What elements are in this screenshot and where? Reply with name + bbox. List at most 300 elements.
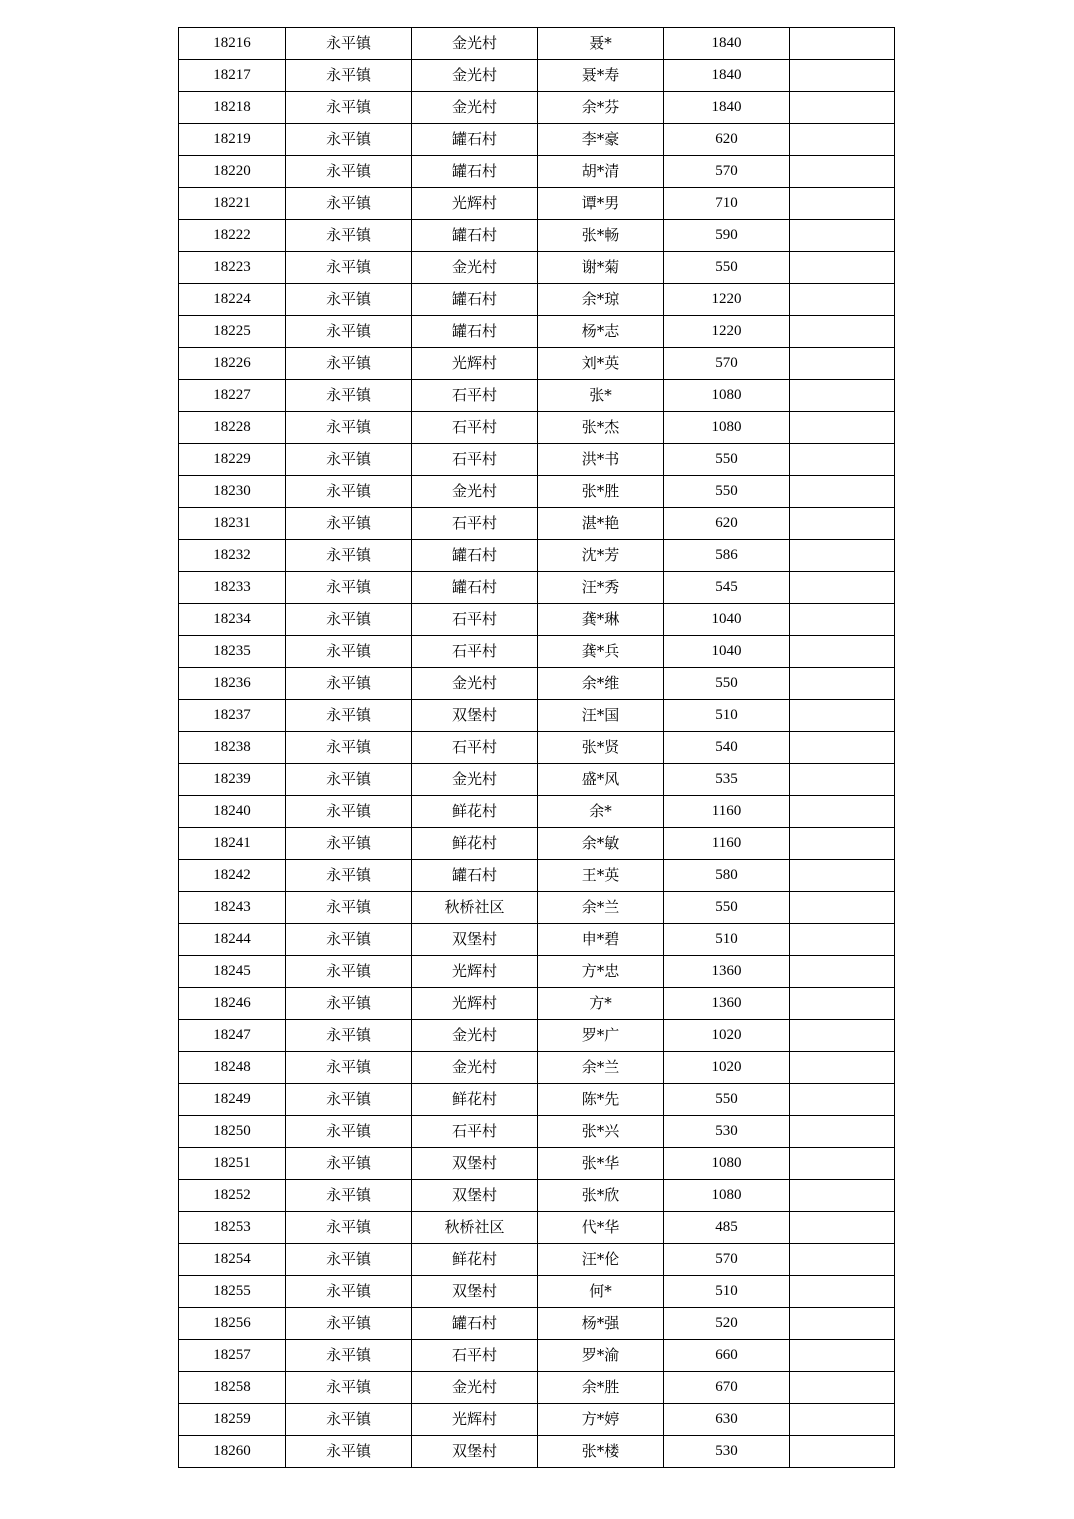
village-cell: 罐石村 [412, 124, 538, 156]
table-row [179, 988, 895, 1020]
name-cell: 张*欣 [538, 1180, 664, 1212]
name-cell: 余*兰 [538, 892, 664, 924]
data-table [178, 27, 895, 1468]
row-number-cell: 18256 [179, 1308, 286, 1340]
village-cell: 双堡村 [412, 1276, 538, 1308]
town-cell: 永平镇 [286, 1276, 412, 1308]
row-number-cell: 18231 [179, 508, 286, 540]
remark-cell [790, 1308, 895, 1340]
amount-cell: 620 [664, 124, 790, 156]
table-row [179, 60, 895, 92]
town-cell: 永平镇 [286, 1372, 412, 1404]
village-cell: 金光村 [412, 1052, 538, 1084]
row-number-cell: 18237 [179, 700, 286, 732]
row-number-cell: 18225 [179, 316, 286, 348]
amount-cell: 550 [664, 668, 790, 700]
amount-cell: 540 [664, 732, 790, 764]
amount-cell: 1080 [664, 412, 790, 444]
remark-cell [790, 60, 895, 92]
town-cell: 永平镇 [286, 60, 412, 92]
row-number-cell: 18220 [179, 156, 286, 188]
town-cell: 永平镇 [286, 508, 412, 540]
amount-cell: 1220 [664, 316, 790, 348]
village-cell: 光辉村 [412, 956, 538, 988]
amount-cell: 620 [664, 508, 790, 540]
village-cell: 罐石村 [412, 156, 538, 188]
town-cell: 永平镇 [286, 444, 412, 476]
town-cell: 永平镇 [286, 1116, 412, 1148]
name-cell: 胡*清 [538, 156, 664, 188]
village-cell: 罐石村 [412, 572, 538, 604]
village-cell: 石平村 [412, 444, 538, 476]
row-number-cell: 18238 [179, 732, 286, 764]
town-cell: 永平镇 [286, 92, 412, 124]
row-number-cell: 18260 [179, 1436, 286, 1468]
remark-cell [790, 1148, 895, 1180]
remark-cell [790, 412, 895, 444]
name-cell: 余*兰 [538, 1052, 664, 1084]
name-cell: 罗*广 [538, 1020, 664, 1052]
remark-cell [790, 988, 895, 1020]
name-cell: 聂* [538, 28, 664, 60]
row-number-cell: 18222 [179, 220, 286, 252]
amount-cell: 510 [664, 1276, 790, 1308]
remark-cell [790, 252, 895, 284]
amount-cell: 1840 [664, 92, 790, 124]
remark-cell [790, 220, 895, 252]
remark-cell [790, 636, 895, 668]
name-cell: 刘*英 [538, 348, 664, 380]
row-number-cell: 18229 [179, 444, 286, 476]
row-number-cell: 18247 [179, 1020, 286, 1052]
table-row [179, 508, 895, 540]
table-row [179, 188, 895, 220]
row-number-cell: 18253 [179, 1212, 286, 1244]
village-cell: 鲜花村 [412, 1244, 538, 1276]
amount-cell: 630 [664, 1404, 790, 1436]
name-cell: 龚*兵 [538, 636, 664, 668]
remark-cell [790, 508, 895, 540]
row-number-cell: 18254 [179, 1244, 286, 1276]
name-cell: 余* [538, 796, 664, 828]
name-cell: 何* [538, 1276, 664, 1308]
remark-cell [790, 1244, 895, 1276]
remark-cell [790, 1436, 895, 1468]
remark-cell [790, 1276, 895, 1308]
amount-cell: 550 [664, 1084, 790, 1116]
table-row [179, 348, 895, 380]
town-cell: 永平镇 [286, 188, 412, 220]
row-number-cell: 18227 [179, 380, 286, 412]
village-cell: 石平村 [412, 380, 538, 412]
name-cell: 张*楼 [538, 1436, 664, 1468]
remark-cell [790, 604, 895, 636]
table-row [179, 828, 895, 860]
amount-cell: 1080 [664, 380, 790, 412]
table-row [179, 604, 895, 636]
town-cell: 永平镇 [286, 220, 412, 252]
remark-cell [790, 124, 895, 156]
amount-cell: 1220 [664, 284, 790, 316]
town-cell: 永平镇 [286, 828, 412, 860]
name-cell: 方*婷 [538, 1404, 664, 1436]
remark-cell [790, 92, 895, 124]
row-number-cell: 18236 [179, 668, 286, 700]
remark-cell [790, 284, 895, 316]
name-cell: 张*兴 [538, 1116, 664, 1148]
remark-cell [790, 1372, 895, 1404]
row-number-cell: 18216 [179, 28, 286, 60]
village-cell: 鲜花村 [412, 1084, 538, 1116]
row-number-cell: 18228 [179, 412, 286, 444]
row-number-cell: 18223 [179, 252, 286, 284]
remark-cell [790, 316, 895, 348]
town-cell: 永平镇 [286, 1180, 412, 1212]
name-cell: 陈*先 [538, 1084, 664, 1116]
remark-cell [790, 732, 895, 764]
remark-cell [790, 1404, 895, 1436]
amount-cell: 660 [664, 1340, 790, 1372]
remark-cell [790, 348, 895, 380]
row-number-cell: 18219 [179, 124, 286, 156]
village-cell: 石平村 [412, 732, 538, 764]
row-number-cell: 18245 [179, 956, 286, 988]
remark-cell [790, 1212, 895, 1244]
village-cell: 金光村 [412, 476, 538, 508]
table-row [179, 476, 895, 508]
town-cell: 永平镇 [286, 604, 412, 636]
row-number-cell: 18241 [179, 828, 286, 860]
table-row [179, 924, 895, 956]
village-cell: 金光村 [412, 252, 538, 284]
town-cell: 永平镇 [286, 700, 412, 732]
town-cell: 永平镇 [286, 380, 412, 412]
village-cell: 罐石村 [412, 1308, 538, 1340]
remark-cell [790, 764, 895, 796]
amount-cell: 530 [664, 1436, 790, 1468]
town-cell: 永平镇 [286, 892, 412, 924]
town-cell: 永平镇 [286, 1148, 412, 1180]
village-cell: 石平村 [412, 412, 538, 444]
amount-cell: 1160 [664, 796, 790, 828]
village-cell: 罐石村 [412, 316, 538, 348]
amount-cell: 510 [664, 924, 790, 956]
remark-cell [790, 188, 895, 220]
row-number-cell: 18250 [179, 1116, 286, 1148]
remark-cell [790, 700, 895, 732]
table-row [179, 1404, 895, 1436]
remark-cell [790, 1180, 895, 1212]
table-row [179, 1084, 895, 1116]
table-row [179, 572, 895, 604]
name-cell: 汪*国 [538, 700, 664, 732]
row-number-cell: 18217 [179, 60, 286, 92]
amount-cell: 1040 [664, 604, 790, 636]
table-row [179, 1276, 895, 1308]
town-cell: 永平镇 [286, 668, 412, 700]
table-row [179, 1244, 895, 1276]
town-cell: 永平镇 [286, 252, 412, 284]
amount-cell: 550 [664, 252, 790, 284]
amount-cell: 570 [664, 1244, 790, 1276]
table-row [179, 156, 895, 188]
amount-cell: 570 [664, 348, 790, 380]
row-number-cell: 18248 [179, 1052, 286, 1084]
town-cell: 永平镇 [286, 860, 412, 892]
table-row [179, 316, 895, 348]
remark-cell [790, 796, 895, 828]
table-row [179, 892, 895, 924]
amount-cell: 710 [664, 188, 790, 220]
row-number-cell: 18251 [179, 1148, 286, 1180]
village-cell: 石平村 [412, 636, 538, 668]
amount-cell: 570 [664, 156, 790, 188]
row-number-cell: 18234 [179, 604, 286, 636]
row-number-cell: 18257 [179, 1340, 286, 1372]
village-cell: 双堡村 [412, 1180, 538, 1212]
amount-cell: 1040 [664, 636, 790, 668]
row-number-cell: 18249 [179, 1084, 286, 1116]
name-cell: 龚*琳 [538, 604, 664, 636]
village-cell: 光辉村 [412, 1404, 538, 1436]
village-cell: 金光村 [412, 668, 538, 700]
table-row [179, 1052, 895, 1084]
town-cell: 永平镇 [286, 1404, 412, 1436]
table-row [179, 732, 895, 764]
name-cell: 谢*菊 [538, 252, 664, 284]
town-cell: 永平镇 [286, 764, 412, 796]
village-cell: 鲜花村 [412, 796, 538, 828]
name-cell: 杨*强 [538, 1308, 664, 1340]
town-cell: 永平镇 [286, 412, 412, 444]
table-row [179, 636, 895, 668]
row-number-cell: 18259 [179, 1404, 286, 1436]
remark-cell [790, 380, 895, 412]
amount-cell: 580 [664, 860, 790, 892]
town-cell: 永平镇 [286, 636, 412, 668]
town-cell: 永平镇 [286, 28, 412, 60]
village-cell: 光辉村 [412, 348, 538, 380]
town-cell: 永平镇 [286, 348, 412, 380]
name-cell: 张* [538, 380, 664, 412]
village-cell: 石平村 [412, 604, 538, 636]
row-number-cell: 18239 [179, 764, 286, 796]
village-cell: 金光村 [412, 764, 538, 796]
amount-cell: 670 [664, 1372, 790, 1404]
remark-cell [790, 860, 895, 892]
name-cell: 余*琼 [538, 284, 664, 316]
remark-cell [790, 28, 895, 60]
amount-cell: 550 [664, 444, 790, 476]
table-row [179, 1308, 895, 1340]
row-number-cell: 18244 [179, 924, 286, 956]
table-row [179, 860, 895, 892]
table-row [179, 956, 895, 988]
remark-cell [790, 1340, 895, 1372]
village-cell: 秋桥社区 [412, 892, 538, 924]
town-cell: 永平镇 [286, 476, 412, 508]
town-cell: 永平镇 [286, 572, 412, 604]
amount-cell: 586 [664, 540, 790, 572]
village-cell: 光辉村 [412, 188, 538, 220]
amount-cell: 1360 [664, 988, 790, 1020]
town-cell: 永平镇 [286, 1436, 412, 1468]
village-cell: 罐石村 [412, 540, 538, 572]
name-cell: 谭*男 [538, 188, 664, 220]
row-number-cell: 18240 [179, 796, 286, 828]
name-cell: 余*胜 [538, 1372, 664, 1404]
table-row [179, 1212, 895, 1244]
row-number-cell: 18224 [179, 284, 286, 316]
remark-cell [790, 1084, 895, 1116]
village-cell: 鲜花村 [412, 828, 538, 860]
table-row [179, 668, 895, 700]
remark-cell [790, 924, 895, 956]
remark-cell [790, 892, 895, 924]
table-row [179, 1020, 895, 1052]
table-row [179, 700, 895, 732]
row-number-cell: 18232 [179, 540, 286, 572]
table-row [179, 540, 895, 572]
village-cell: 金光村 [412, 1372, 538, 1404]
table-row [179, 124, 895, 156]
village-cell: 罐石村 [412, 860, 538, 892]
town-cell: 永平镇 [286, 316, 412, 348]
town-cell: 永平镇 [286, 284, 412, 316]
village-cell: 双堡村 [412, 924, 538, 956]
table-row [179, 284, 895, 316]
village-cell: 双堡村 [412, 700, 538, 732]
name-cell: 汪*伦 [538, 1244, 664, 1276]
name-cell: 方* [538, 988, 664, 1020]
village-cell: 石平村 [412, 1340, 538, 1372]
town-cell: 永平镇 [286, 1212, 412, 1244]
town-cell: 永平镇 [286, 1308, 412, 1340]
village-cell: 光辉村 [412, 988, 538, 1020]
name-cell: 余*芬 [538, 92, 664, 124]
table-row [179, 380, 895, 412]
town-cell: 永平镇 [286, 988, 412, 1020]
table-row [179, 1340, 895, 1372]
name-cell: 湛*艳 [538, 508, 664, 540]
remark-cell [790, 956, 895, 988]
village-cell: 金光村 [412, 1020, 538, 1052]
table-row [179, 252, 895, 284]
town-cell: 永平镇 [286, 1244, 412, 1276]
name-cell: 张*贤 [538, 732, 664, 764]
amount-cell: 530 [664, 1116, 790, 1148]
row-number-cell: 18252 [179, 1180, 286, 1212]
town-cell: 永平镇 [286, 1084, 412, 1116]
name-cell: 杨*志 [538, 316, 664, 348]
amount-cell: 590 [664, 220, 790, 252]
town-cell: 永平镇 [286, 1020, 412, 1052]
name-cell: 盛*风 [538, 764, 664, 796]
table-body [179, 28, 895, 1468]
village-cell: 罐石村 [412, 284, 538, 316]
town-cell: 永平镇 [286, 156, 412, 188]
table-row [179, 1148, 895, 1180]
name-cell: 沈*芳 [538, 540, 664, 572]
remark-cell [790, 540, 895, 572]
row-number-cell: 18255 [179, 1276, 286, 1308]
name-cell: 余*敏 [538, 828, 664, 860]
table-row [179, 1436, 895, 1468]
village-cell: 双堡村 [412, 1148, 538, 1180]
row-number-cell: 18230 [179, 476, 286, 508]
table-row [179, 220, 895, 252]
amount-cell: 520 [664, 1308, 790, 1340]
remark-cell [790, 1020, 895, 1052]
village-cell: 金光村 [412, 28, 538, 60]
name-cell: 代*华 [538, 1212, 664, 1244]
village-cell: 金光村 [412, 92, 538, 124]
name-cell: 张*畅 [538, 220, 664, 252]
row-number-cell: 18226 [179, 348, 286, 380]
amount-cell: 1840 [664, 28, 790, 60]
table-row [179, 1372, 895, 1404]
remark-cell [790, 1052, 895, 1084]
row-number-cell: 18258 [179, 1372, 286, 1404]
table-row [179, 412, 895, 444]
remark-cell [790, 444, 895, 476]
town-cell: 永平镇 [286, 1340, 412, 1372]
amount-cell: 485 [664, 1212, 790, 1244]
village-cell: 罐石村 [412, 220, 538, 252]
name-cell: 罗*渝 [538, 1340, 664, 1372]
row-number-cell: 18218 [179, 92, 286, 124]
row-number-cell: 18242 [179, 860, 286, 892]
name-cell: 汪*秀 [538, 572, 664, 604]
table-row [179, 764, 895, 796]
town-cell: 永平镇 [286, 124, 412, 156]
village-cell: 石平村 [412, 1116, 538, 1148]
amount-cell: 535 [664, 764, 790, 796]
town-cell: 永平镇 [286, 1052, 412, 1084]
name-cell: 方*忠 [538, 956, 664, 988]
name-cell: 申*碧 [538, 924, 664, 956]
table-row [179, 1180, 895, 1212]
remark-cell [790, 476, 895, 508]
town-cell: 永平镇 [286, 956, 412, 988]
remark-cell [790, 668, 895, 700]
name-cell: 张*杰 [538, 412, 664, 444]
remark-cell [790, 828, 895, 860]
village-cell: 金光村 [412, 60, 538, 92]
table-row [179, 1116, 895, 1148]
name-cell: 洪*书 [538, 444, 664, 476]
table-row [179, 444, 895, 476]
amount-cell: 1020 [664, 1020, 790, 1052]
row-number-cell: 18233 [179, 572, 286, 604]
remark-cell [790, 1116, 895, 1148]
amount-cell: 545 [664, 572, 790, 604]
amount-cell: 1020 [664, 1052, 790, 1084]
row-number-cell: 18221 [179, 188, 286, 220]
town-cell: 永平镇 [286, 540, 412, 572]
village-cell: 双堡村 [412, 1436, 538, 1468]
name-cell: 张*胜 [538, 476, 664, 508]
row-number-cell: 18246 [179, 988, 286, 1020]
remark-cell [790, 572, 895, 604]
name-cell: 张*华 [538, 1148, 664, 1180]
amount-cell: 550 [664, 892, 790, 924]
table-row [179, 92, 895, 124]
name-cell: 聂*寿 [538, 60, 664, 92]
row-number-cell: 18243 [179, 892, 286, 924]
amount-cell: 1160 [664, 828, 790, 860]
amount-cell: 1080 [664, 1180, 790, 1212]
